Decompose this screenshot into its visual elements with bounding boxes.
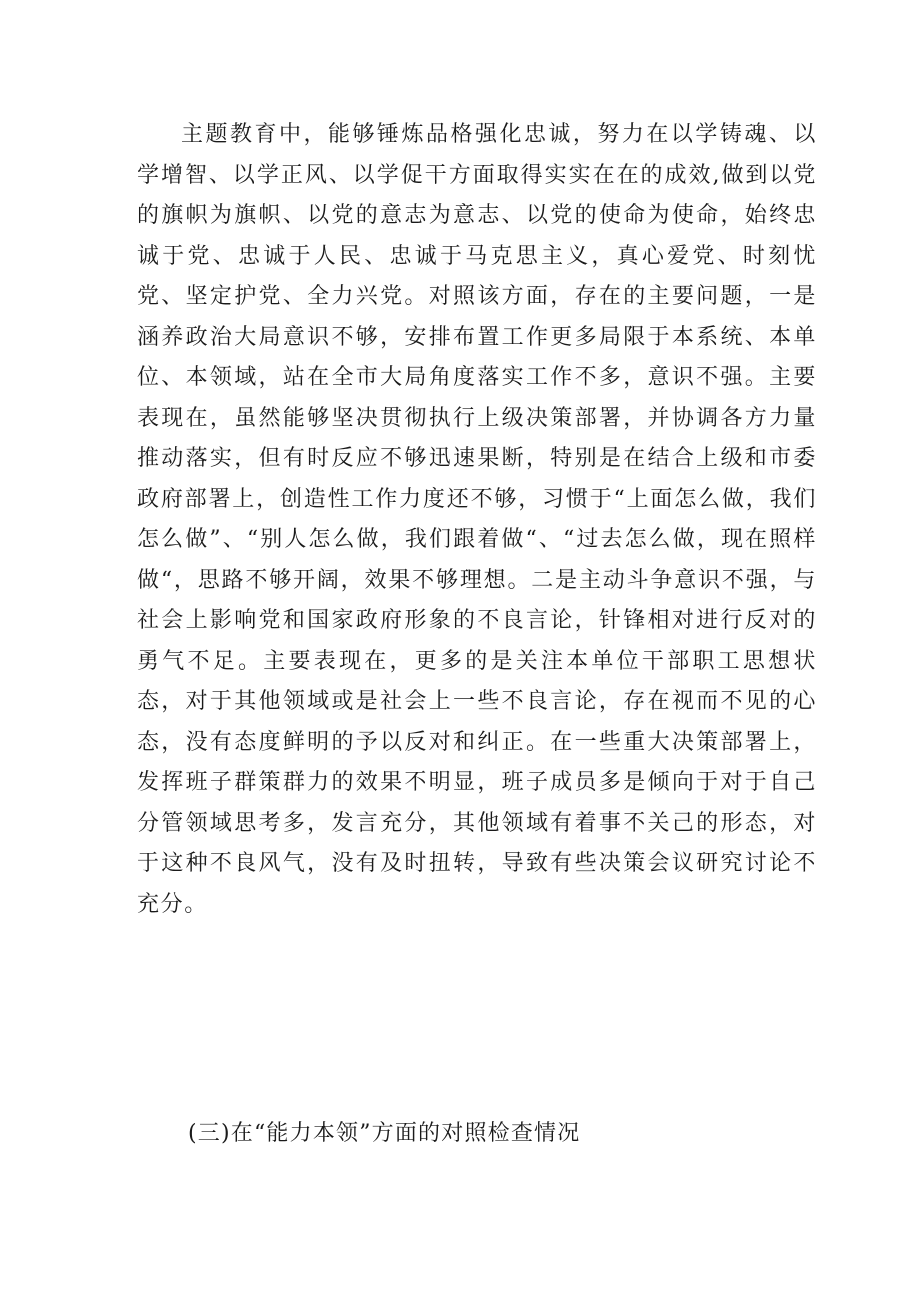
body-paragraph: 主题教育中，能够锤炼品格强化忠诚，努力在以学铸魂、以学增智、以学正风、以学促干方面取得实实在在的成效,做到以党的旗帜为旗帜、以党的意志为意志、以党的使命为使命，始终忠诚于党、忠诚于人民、忠诚于马克思主义，真心爱党、时刻忧党、坚定护党、全力兴党。对照该方面，存在的主要问题，一是涵养政治大局意识不够，安排布置工作更多局限于本系统、本单位、本领域，站在全市大局角度落实工作不多，意识不强。主要表现在，虽然能够坚决贯彻执行上级决策部署，并协调各方力量推动落实，但有时反应不够迅速果断，特别是在结合上级和市委政府部署上，创造性工作力度还不够，习惯于“上面怎么做，我们怎么做”、“别人怎么做，我们跟着做“、“过去怎么做，现在照样做“，思路不够开阔，效果不够理想。二是主动斗争意识不强，与社会上影响党和国家政府形象的不良言论，针锋相对进行反对的勇气不足。主要表现在，更多的是关注本单位干部职工思想状态，对于其他领域或是社会上一些不良言论，存在视而不见的心态，没有态度鲜明的予以反对和纠正。在一些重大决策部署上，发挥班子群策群力的效果不明显，班子成员多是倾向于对于自己分管领域思考多，发言充分，其他领域有着事不关己的形态，对于这种不良风气，没有及时扭转，导致有些决策会议研究讨论不充分。: [137, 122, 817, 917]
section-heading: (三)在“能力本领”方面的对照检查情况: [188, 1121, 581, 1146]
